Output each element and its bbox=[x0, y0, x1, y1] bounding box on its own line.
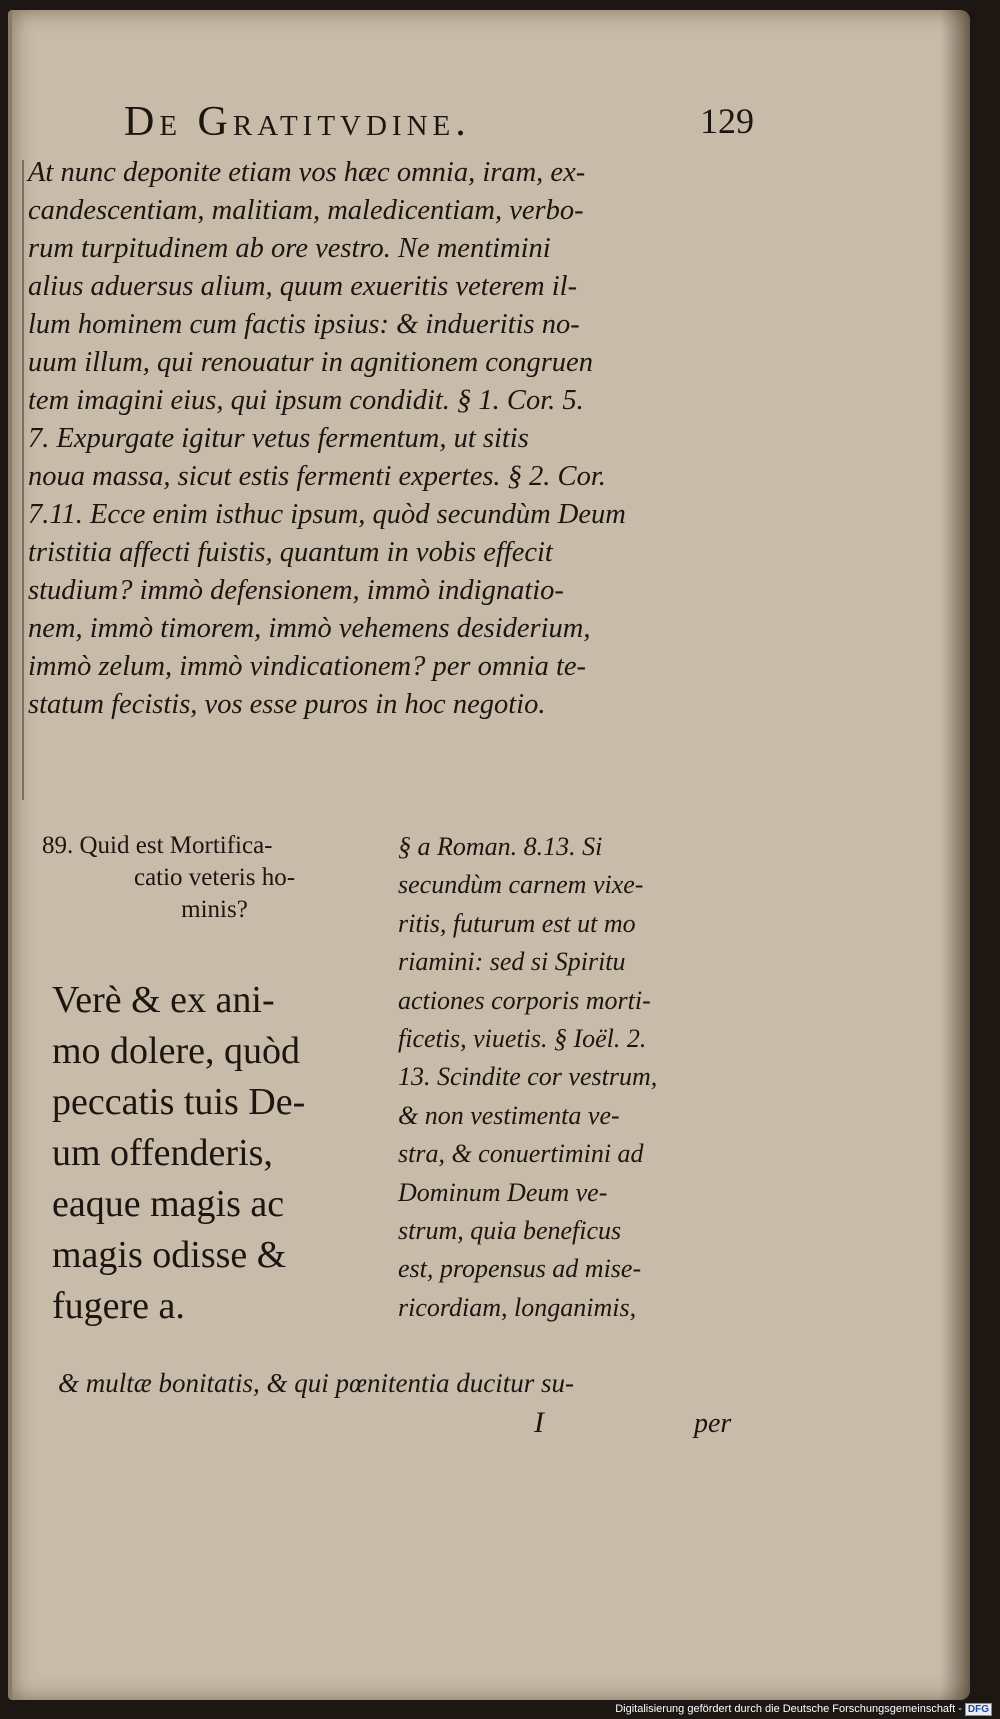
running-head-title: De Gratitvdine. bbox=[124, 99, 471, 145]
catchword: per bbox=[694, 1408, 732, 1439]
body-line: nem, immò timorem, immò vehemens desiderium, bbox=[28, 613, 591, 644]
margin-note-line: stra, & conuertimini ad bbox=[398, 1139, 644, 1169]
body-text bbox=[28, 154, 743, 724]
margin-note-line: ficetis, viuetis. § Ioël. 2. bbox=[398, 1024, 647, 1054]
margin-note-line: secundùm carnem vixe- bbox=[398, 870, 644, 900]
answer-line: um offenderis, bbox=[52, 1132, 273, 1174]
margin-rule bbox=[22, 160, 24, 800]
body-line: statum fecistis, vos esse puros in hoc negotio. bbox=[28, 689, 546, 720]
dfg-logo: DFG bbox=[965, 1703, 992, 1716]
margin-note-line: riamini: sed si Spiritu bbox=[398, 947, 626, 977]
body-line: studium? immò defensionem, immò indignatio- bbox=[28, 575, 564, 606]
margin-notes bbox=[398, 828, 738, 1327]
answer-line: fugere a. bbox=[52, 1285, 185, 1327]
page-number: 129 bbox=[700, 101, 754, 141]
answer-line: Verè & ex ani- bbox=[52, 979, 275, 1021]
answer-line: mo dolere, quòd bbox=[52, 1030, 301, 1072]
body-line: noua massa, sicut estis fermenti expertes. § 2. Cor. bbox=[28, 461, 606, 492]
book-page bbox=[8, 10, 970, 1700]
question-line: minis? bbox=[181, 896, 248, 923]
margin-note-line: & non vestimenta ve- bbox=[398, 1100, 620, 1130]
body-line: uum illum, qui renouatur in agnitionem congruen bbox=[28, 347, 593, 378]
digitization-credit bbox=[615, 1703, 992, 1716]
answer-text bbox=[52, 975, 397, 1332]
margin-note-line: ritis, futurum est ut mo bbox=[398, 908, 636, 938]
body-line: tristitia affecti fuistis, quantum in vobis effecit bbox=[28, 537, 553, 568]
body-line: alius aduersus alium, quum exueritis veterem il- bbox=[28, 271, 578, 302]
answer-line: eaque magis ac bbox=[52, 1183, 285, 1225]
question-heading bbox=[42, 830, 387, 926]
body-line: 7.11. Ecce enim isthuc ipsum, quòd secundùm Deum bbox=[28, 499, 626, 530]
body-line: lum hominem cum factis ipsius: & indueritis no- bbox=[28, 309, 580, 340]
body-line: immò zelum, immò vindicationem? per omnia te- bbox=[28, 651, 587, 682]
closing-line: & multæ bonitatis, & qui pœnitentia ducitur su- bbox=[58, 1368, 575, 1398]
margin-note-line: Dominum Deum ve- bbox=[398, 1177, 608, 1207]
margin-note-line: 13. Scindite cor vestrum, bbox=[398, 1062, 658, 1092]
margin-note-line: est, propensus ad mise- bbox=[398, 1254, 642, 1284]
answer-line: peccatis tuis De- bbox=[52, 1081, 306, 1123]
question-line: 89. Quid est Mortifica- bbox=[42, 832, 273, 859]
margin-note-line: ricordiam, longanimis, bbox=[398, 1292, 637, 1322]
body-line: At nunc deponite etiam vos hæc omnia, iram, ex- bbox=[28, 157, 586, 188]
running-head bbox=[124, 98, 754, 158]
body-line: 7. Expurgate igitur vetus fermentum, ut sitis bbox=[28, 423, 529, 454]
body-line: candescentiam, malitiam, maledicentiam, verbo- bbox=[28, 195, 584, 226]
signature-mark: I bbox=[534, 1406, 544, 1439]
margin-note-line: § a Roman. 8.13. Si bbox=[398, 832, 603, 861]
body-line: rum turpitudinem ab ore vestro. Ne mentimini bbox=[28, 233, 551, 264]
credit-text: Digitalisierung gefördert durch die Deutsche Forschungsgemeinschaft - bbox=[615, 1703, 962, 1715]
question-line: catio veteris ho- bbox=[133, 864, 296, 891]
margin-note-line: strum, quia beneficus bbox=[398, 1216, 622, 1246]
answer-line: magis odisse & bbox=[52, 1234, 287, 1276]
body-line: tem imagini eius, qui ipsum condidit. § 1. Cor. 5. bbox=[28, 385, 584, 416]
margin-note-line: actiones corporis morti- bbox=[398, 985, 651, 1015]
